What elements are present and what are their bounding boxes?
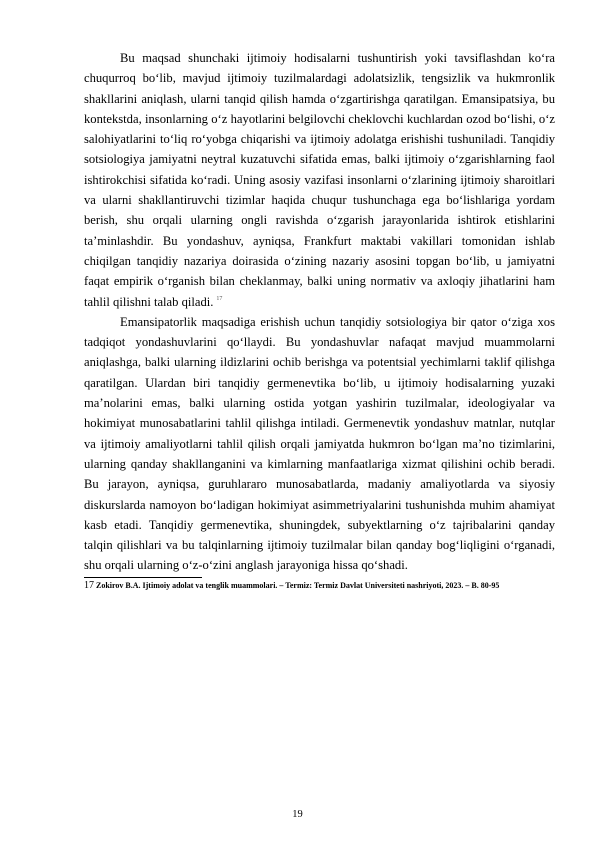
footnote-text: Zokirov B.A. Ijtimoiy adolat va tenglik muammolari. – Termiz: Termiz Davlat Universiteti nashriyoti, 2023. – B. 80-95 (96, 580, 500, 590)
body-paragraph-2: Emansipatorlik maqsadiga erishish uchun tanqidiy sotsiologiya bir qator o‘ziga xos tadqiqot yondashuvlarini qo‘llaydi. Bu yondashuvlar nafaqat mavjud muammolarni aniqlashga, balki ularning ildizlarini ochib berishga va potentsial yechimlarni taklif qilishga qaratilgan. Ulardan biri tanqidiy germenevtika bo‘lib, u ijtimoiy hodisalarning yuzaki ma’nolarini emas, balki ularning ostida yotgan yashirin tuzilmalar, ideologiyalar va hokimiyat munosabatlarini tahlil qilishga intiladi. Germenevtik yondashuv matnlar, nutqlar va ijtimoiy amaliyotlarni tahlil qilish orqali jamiyatda hukmron bo‘lgan ma’no tizimlarini, ularning qanday shakllanganini va kimlarning manfaatlariga xizmat qilishini ochib beradi. Bu jarayon, ayniqsa, guruhlararo munosabatlarda, madaniy amaliyotlarda va siyosiy diskurslarda namoyon bo‘ladigan hokimiyat asimmetriyalarini tushunishda muhim ahamiyat kasb etadi. Tanqidiy germenevtika, shuningdek, subyektlarning o‘z tajribalarini qanday talqin qilishlari va bu talqinlarning ijtimoiy tuzilmalar bilan qanday bog‘liqligini o‘rganadi, shu orqali ularning o‘z-o‘zini anglash jarayoniga hissa qo‘shadi. (84, 314, 555, 573)
footnote-divider (84, 577, 202, 578)
page-number: 19 (292, 809, 303, 820)
footnote-number: 17 (84, 579, 94, 591)
footnote-reference[interactable]: 17 (216, 296, 223, 303)
body-paragraph-1 (84, 48, 555, 312)
paragraph-1-text: Bu maqsad shunchaki ijtimoiy hodisalarni tushuntirish yoki tavsiflashdan ko‘ra chuqurroq bo‘lib, mavjud ijtimoiy tuzilmalardagi adolatsizlik, tengsizlik va hukmronlik shakllarini aniqlash, ularni tanqid qilish hamda o‘zgartirishga qaratilgan. Emansipatsiya, bu kontekstda, insonlarning o‘z hayotlarini belgilovchi cheklovchi kuchlardan ozod bo‘lishi, o‘z salohiyatlarini to‘liq ro‘yobga chiqarishi va ijtimoiy adolatga erishishi tushuniladi. Tanqidiy sotsiologiya jamiyatni neytral kuzatuvchi sifatida emas, balki ijtimoiy o‘zgarishlarning faol ishtirokchisi sifatida ko‘radi. Uning asosiy vazifasi insonlarni o‘zlarining ijtimoiy sharoitlari va ularni shakllantiruvchi tizimlar haqida chuqur tushunchaga ega bo‘lishlariga yordam berish, shu orqali ularning ongli ravishda o‘zgarish jarayonlarida ishtirok etishlarini ta’minlashdir. Bu yondashuv, ayniqsa, Frankfurt maktabi vakillari tomonidan ishlab chiqilgan tanqidiy nazariya doirasida o‘zining nazariy asosini topgan bo‘lib, u jamiyatni faqat empirik o‘rganish bilan cheklanmay, balki uning normativ va axloqiy jihatlarini ham tahlil qilishni talab qiladi. (84, 51, 555, 309)
footnote (84, 580, 555, 591)
document-page (84, 48, 555, 591)
